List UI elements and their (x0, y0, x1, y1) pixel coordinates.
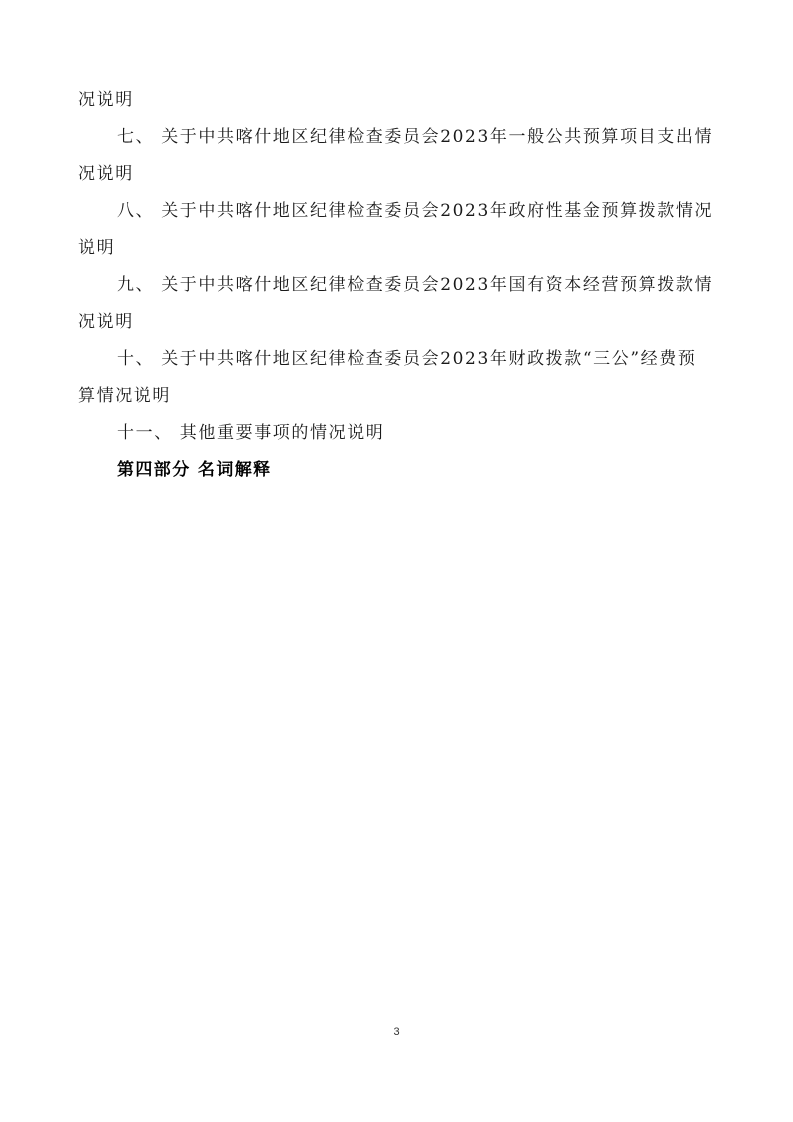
page-number: 3 (393, 1026, 400, 1038)
text-line-continuation: 算情况说明 (78, 386, 171, 406)
toc-item-10: 十、 关于中共喀什地区纪律检查委员会2023年财政拨款“三公”经费预 (117, 349, 697, 369)
toc-item-7: 七、 关于中共喀什地区纪律检查委员会2023年一般公共预算项目支出情 (117, 127, 714, 147)
text-line-continuation: 况说明 (78, 90, 134, 110)
toc-item-9: 九、 关于中共喀什地区纪律检查委员会2023年国有资本经营预算拨款情 (117, 275, 714, 295)
text-line-continuation: 况说明 (78, 164, 134, 184)
text-line-continuation: 况说明 (78, 312, 134, 332)
section-heading: 第四部分 名词解释 (117, 460, 272, 480)
text-line-continuation: 说明 (78, 238, 116, 258)
toc-item-8: 八、 关于中共喀什地区纪律检查委员会2023年政府性基金预算拨款情况 (117, 201, 714, 221)
toc-item-11: 十一、 其他重要事项的情况说明 (117, 423, 385, 443)
document-body (78, 82, 716, 489)
